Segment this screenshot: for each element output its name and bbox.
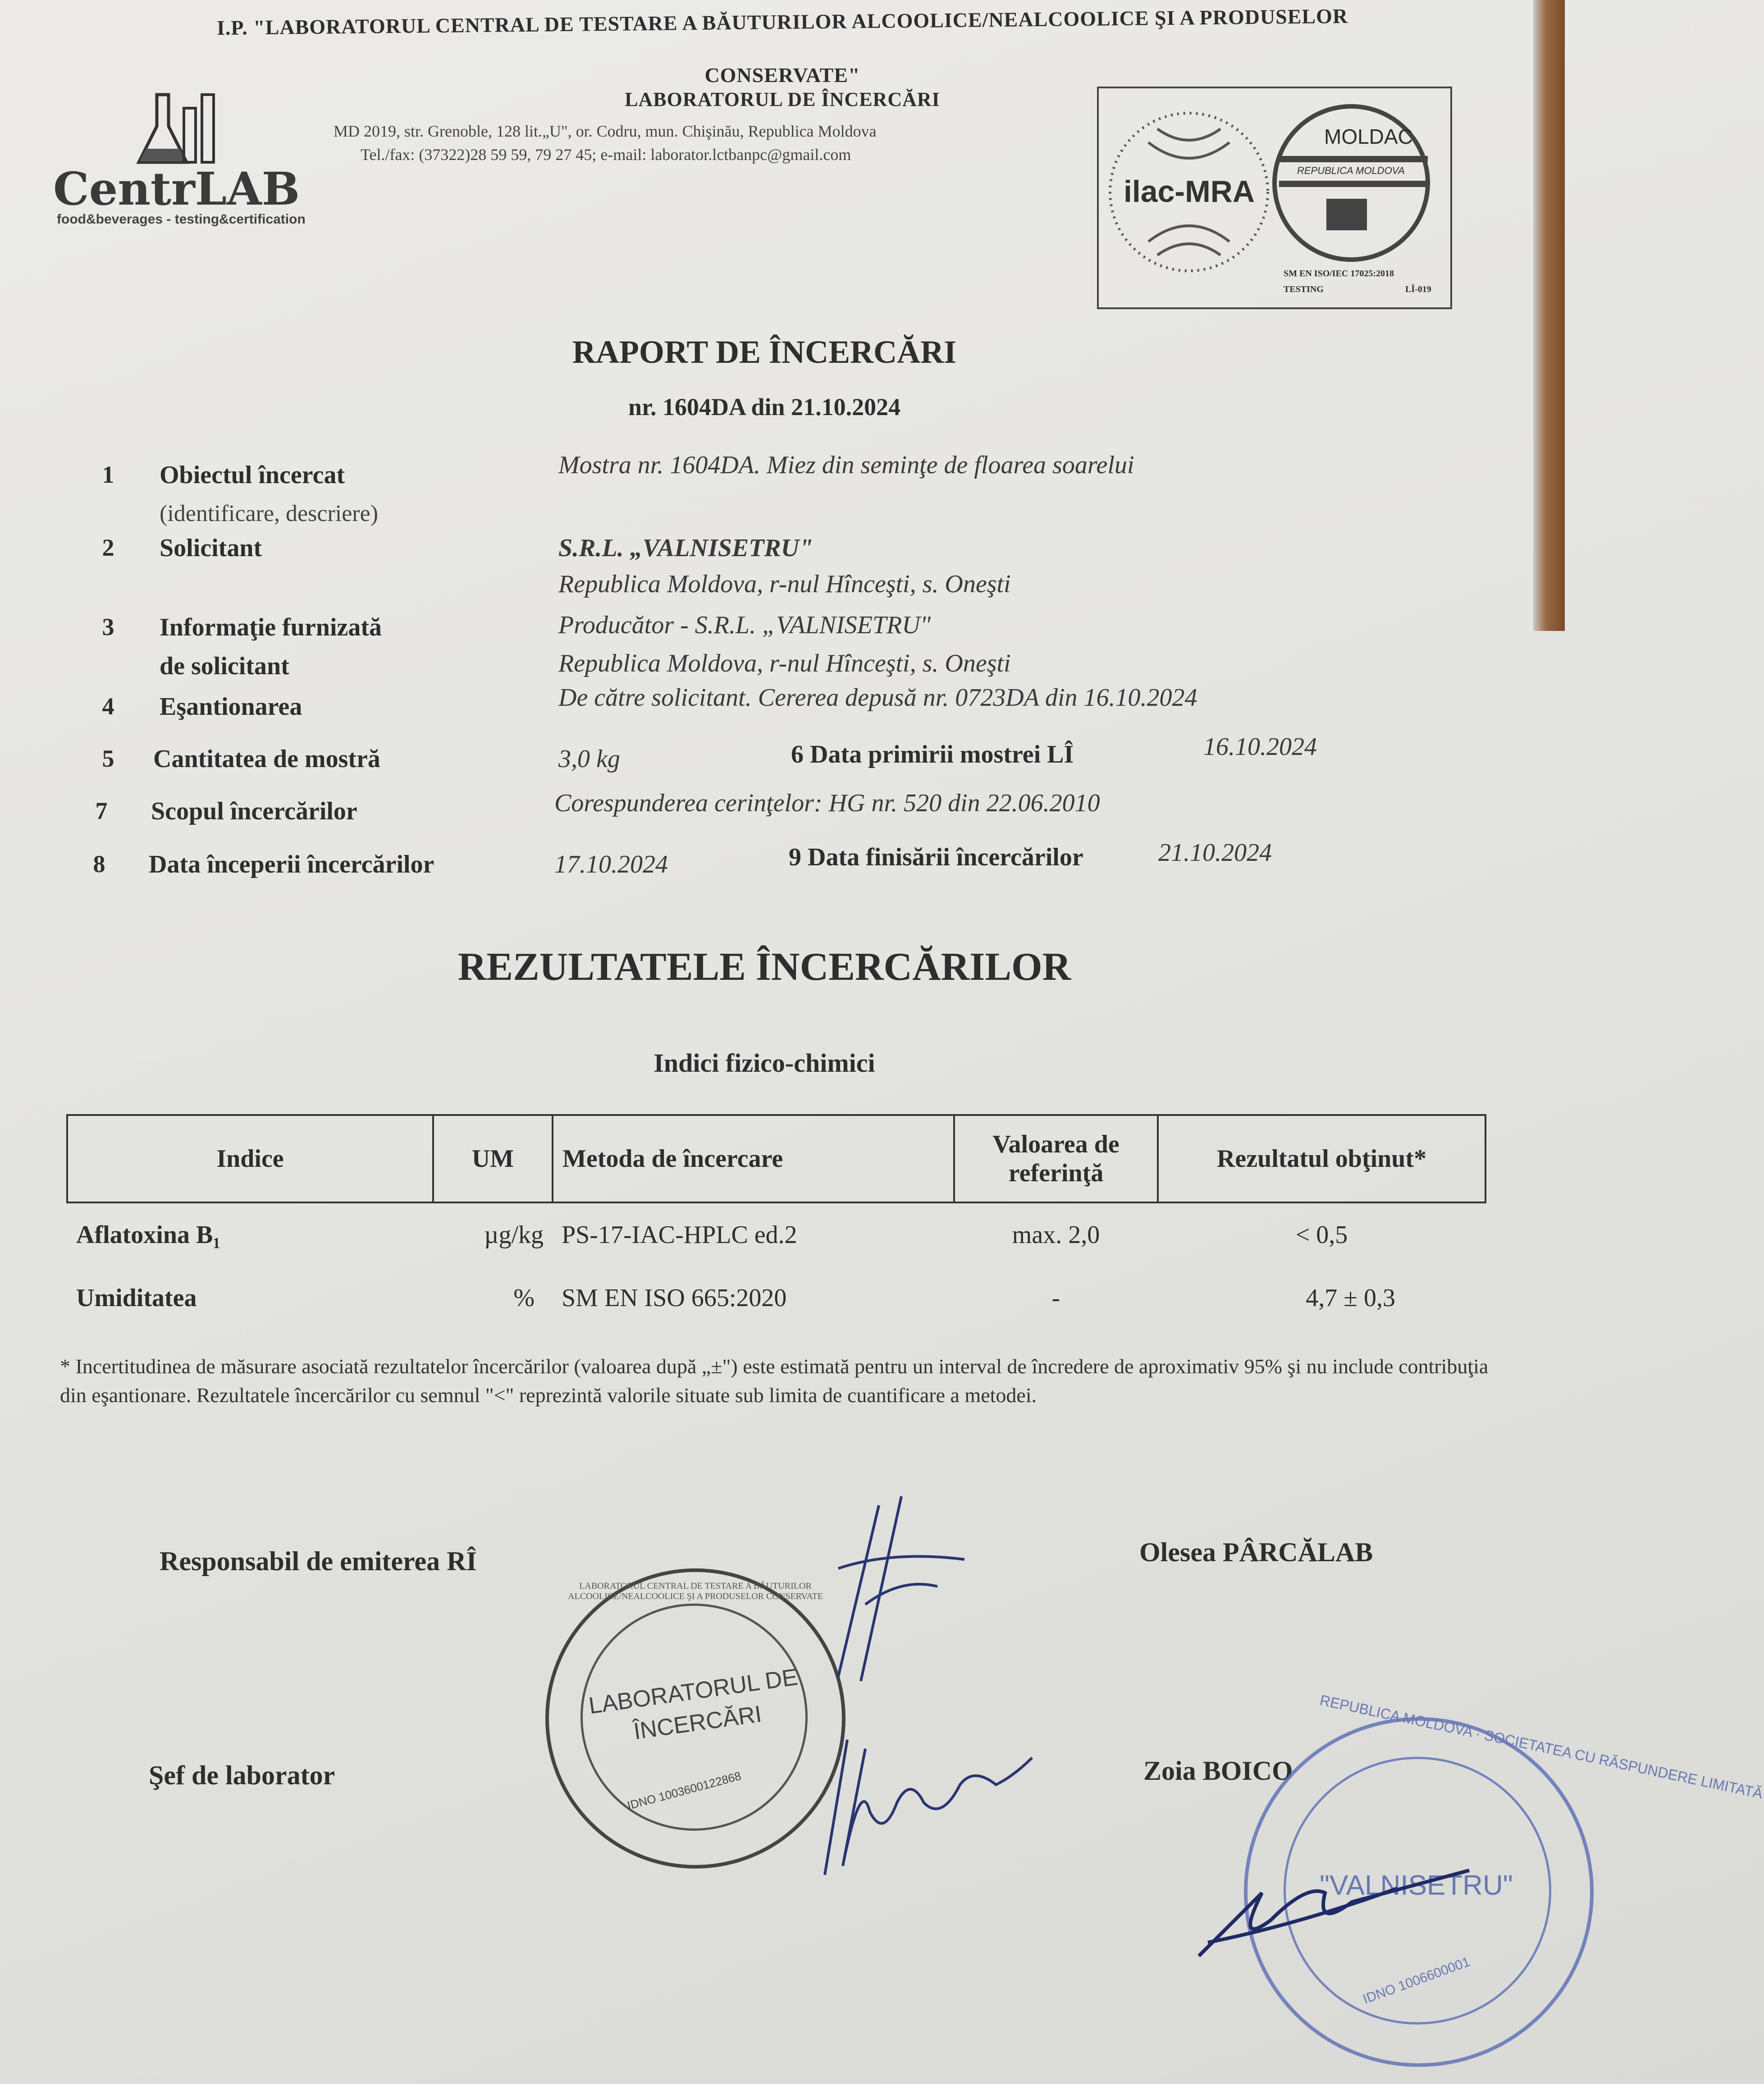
- accreditation-code: LÎ-019: [1405, 284, 1431, 294]
- flask-icon: [130, 90, 229, 171]
- head-name: Zoia BOICO: [1143, 1756, 1293, 1786]
- org-name-line2: CONSERVATE": [704, 64, 860, 87]
- field-number: 4: [102, 693, 114, 720]
- cell-indice: Umiditatea: [76, 1284, 197, 1312]
- logo-wordmark: CentrLAB: [53, 162, 300, 215]
- results-subtitle: Indici fizico-chimici: [654, 1048, 875, 1078]
- cell-method: PS-17-IAC-HPLC ed.2: [562, 1221, 797, 1249]
- field-value: Producător - S.R.L. „VALNISETRU": [558, 611, 931, 639]
- accreditation-box: [1097, 87, 1452, 309]
- column-header-reference: Valoarea de referinţă: [954, 1115, 1158, 1202]
- lab-stamp: [545, 1568, 845, 1869]
- cell-um: %: [513, 1284, 535, 1312]
- logo-tagline: food&beverages - testing&certification: [57, 212, 306, 227]
- field-value: 16.10.2024: [1203, 733, 1317, 761]
- field-label: Obiectul încercat: [160, 461, 345, 489]
- client-stamp-ring: REPUBLICA MOLDOVA · SOCIETATEA CU RĂSPUNDERE LIMITATĂ: [1318, 1692, 1764, 1802]
- report-title: RAPORT DE ÎNCERCĂRI: [572, 334, 957, 370]
- client-signature: [1190, 1852, 1505, 1970]
- centrlab-logo: [53, 90, 342, 225]
- cell-method: SM EN ISO 665:2020: [562, 1284, 787, 1312]
- field-value: 21.10.2024: [1158, 839, 1272, 867]
- responsible-label: Responsabil de emiterea RÎ: [160, 1546, 477, 1576]
- column-header-um: UM: [433, 1115, 553, 1202]
- cell-um: µg/kg: [484, 1221, 544, 1249]
- ilac-mra-text: ilac-MRA: [1124, 174, 1255, 209]
- client-stamp-idno: IDNO 1006600001: [1361, 1954, 1472, 2007]
- field-label: Solicitant: [160, 534, 262, 562]
- field-value: Corespunderea cerinţelor: HG nr. 520 din 22.06.2010: [554, 789, 1100, 817]
- column-header-method: Metoda de încercare: [553, 1115, 954, 1202]
- field-value-line2: Republica Moldova, r-nul Hînceşti, s. Oneşti: [558, 649, 1011, 677]
- field-sublabel: (identificare, descriere): [160, 501, 379, 526]
- org-name-line1: I.P. "LABORATORUL CENTRAL DE TESTARE A BĂUTURILOR ALCOOLICE/NEALCOOLICE ŞI A PRODUSELOR: [216, 4, 1348, 40]
- field-number: 2: [102, 534, 114, 561]
- field-number: 5: [102, 745, 114, 772]
- head-signature: [811, 1722, 1082, 1902]
- field-value: 17.10.2024: [554, 850, 668, 878]
- table-row: [67, 1202, 1485, 1266]
- field-value: De către solicitant. Cererea depusă nr. 0723DA din 16.10.2024: [558, 684, 1197, 712]
- results-title: REZULTATELE ÎNCERCĂRILOR: [457, 945, 1071, 989]
- lab-stamp-ring: LABORATORUL CENTRAL DE TESTARE A BĂUTURILOR ALCOOLICE/NEALCOOLICE ŞI A PRODUSELOR CONSERVATE: [568, 1581, 823, 1601]
- table-row: [67, 1266, 1485, 1330]
- lab-name: LABORATORUL DE ÎNCERCĂRI: [625, 88, 940, 110]
- table-header-row: [67, 1115, 1485, 1202]
- results-table: [66, 1114, 1486, 1330]
- field-label-line2: de solicitant: [160, 652, 289, 680]
- field-label: Data începerii încercărilor: [149, 850, 434, 878]
- field-number: 8: [93, 850, 105, 877]
- address: MD 2019, str. Grenoble, 128 lit.„U", or. Codru, mun. Chişinău, Republica Moldova: [334, 122, 877, 140]
- lab-stamp-text: LABORATORUL DE ÎNCERCĂRI: [587, 1664, 800, 1745]
- field-label: 6 Data primirii mostrei LÎ: [791, 740, 1074, 768]
- cell-reference: max. 2,0: [1012, 1221, 1100, 1249]
- field-number: 3: [102, 613, 114, 640]
- field-label: Informaţie furnizată: [160, 613, 382, 641]
- field-number: 7: [95, 797, 108, 824]
- client-stamp-text: "VALNISETRU": [1320, 1870, 1513, 1901]
- field-number: 1: [102, 461, 114, 488]
- field-value: 3,0 kg: [558, 745, 620, 773]
- head-label: Şef de laborator: [149, 1760, 335, 1790]
- responsible-name: Olesea PÂRCĂLAB: [1139, 1537, 1373, 1567]
- field-value-line2: Republica Moldova, r-nul Hînceşti, s. Oneşti: [558, 570, 1011, 598]
- field-label: Eşantionarea: [160, 693, 302, 721]
- cell-result: < 0,5: [1295, 1221, 1348, 1249]
- field-label: Scopul încercărilor: [151, 797, 357, 825]
- column-header-result: Rezultatul obţinut*: [1158, 1115, 1485, 1202]
- lab-stamp-idno: IDNO 1003600122868: [626, 1769, 743, 1813]
- moldac-country: REPUBLICA MOLDOVA: [1297, 165, 1405, 176]
- responsible-signature: [811, 1487, 992, 1713]
- field-label: 9 Data finisării încercărilor: [789, 843, 1083, 871]
- field-value: S.R.L. „VALNISETRU": [558, 534, 813, 562]
- column-header-indice: Indice: [67, 1115, 433, 1202]
- contact: Tel./fax: (37322)28 59 59, 79 27 45; e-mail: laborator.lctbanpc@gmail.com: [361, 146, 851, 164]
- accreditation-standard: SM EN ISO/IEC 17025:2018: [1284, 269, 1394, 279]
- cell-result: 4,7 ± 0,3: [1306, 1284, 1395, 1312]
- field-value: Mostra nr. 1604DA. Miez din seminţe de floarea soarelui: [558, 451, 1134, 479]
- accreditation-scope: TESTING: [1284, 284, 1324, 294]
- cell-indice: Aflatoxina B₁: [76, 1221, 221, 1249]
- moldac-text: MOLDAC: [1324, 125, 1413, 148]
- field-label: Cantitatea de mostră: [153, 745, 380, 773]
- footnote: * Incertitudinea de măsurare asociată rezultatelor încercărilor (valoarea după „±") este estimată pentru un interval de încredere de aproximativ 95% şi nu include contribuţia din eşantionare. Rezultatele încercărilor cu semnul "<" reprezintă valorile situate sub limita de cuantificare a metodei.: [60, 1355, 1489, 1407]
- report-number: nr. 1604DA din 21.10.2024: [628, 393, 901, 420]
- cell-reference: -: [1051, 1284, 1060, 1312]
